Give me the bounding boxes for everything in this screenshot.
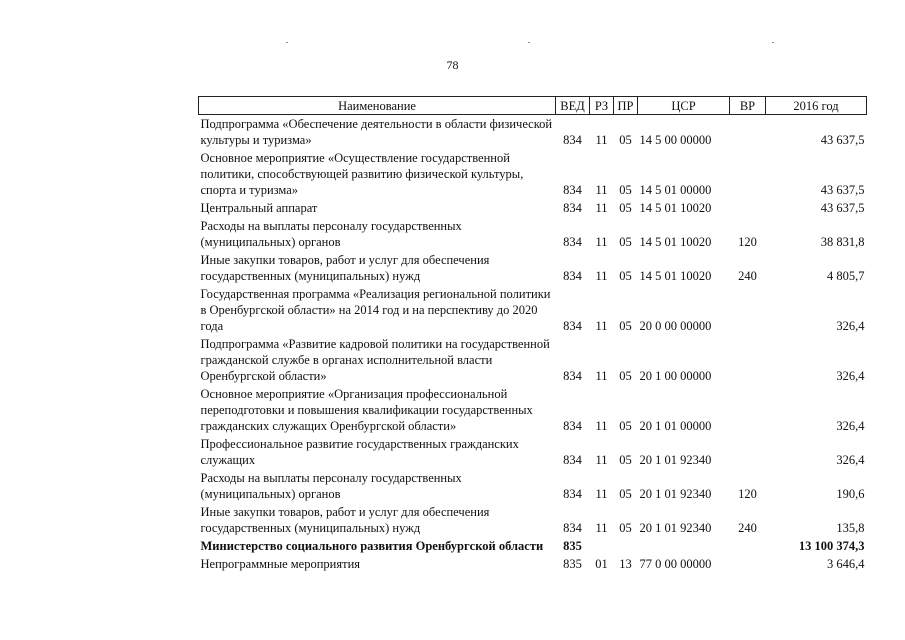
- header-vr: ВР: [730, 97, 766, 115]
- cell-name: Непрограммные мероприятия: [200, 557, 361, 571]
- cell-amount: 43 637,5: [820, 183, 865, 197]
- cell-rz: [590, 537, 614, 555]
- cell-csr: 14 5 01 10020: [639, 235, 712, 249]
- cell-vr: [730, 285, 766, 335]
- header-ved: ВЕД: [556, 97, 590, 115]
- cell-ved: 834: [563, 269, 582, 283]
- cell-pr: 05: [619, 453, 632, 467]
- table-row: [199, 217, 867, 251]
- cell-name: Профессиональное развитие государственных гражданских служащих: [200, 437, 519, 467]
- cell-csr: 20 1 01 92340: [639, 521, 712, 535]
- cell-name: Основное мероприятие «Осуществление государственной политики, способствующей развитию физической культуры, спорта и туризма»: [200, 151, 524, 197]
- cell-pr: [614, 537, 638, 555]
- cell-rz: 11: [595, 453, 608, 467]
- budget-table: [198, 96, 867, 573]
- cell-name: Расходы на выплаты персоналу государственных (муниципальных) органов: [200, 471, 462, 501]
- cell-csr: 14 5 01 10020: [639, 201, 712, 215]
- table-row: [199, 537, 867, 555]
- cell-pr: 05: [619, 419, 632, 433]
- cell-pr: 05: [619, 183, 632, 197]
- table-row: [199, 251, 867, 285]
- cell-ved: 834: [563, 369, 582, 383]
- table-body: [199, 115, 867, 574]
- header-csr: ЦСР: [638, 97, 730, 115]
- scan-speck: [286, 42, 288, 43]
- cell-rz: 11: [595, 369, 608, 383]
- cell-vr: [730, 435, 766, 469]
- table-row: [199, 385, 867, 435]
- cell-csr: 20 1 01 92340: [639, 453, 712, 467]
- cell-amount: 4 805,7: [827, 269, 865, 283]
- cell-pr: 05: [619, 201, 632, 215]
- cell-ved: 834: [563, 419, 582, 433]
- cell-csr: 20 0 00 00000: [639, 319, 712, 333]
- cell-amount: 326,4: [836, 369, 865, 383]
- cell-csr: 14 5 01 10020: [639, 269, 712, 283]
- table-row: [199, 285, 867, 335]
- cell-pr: 05: [619, 521, 632, 535]
- cell-rz: 11: [595, 319, 608, 333]
- cell-rz: 11: [595, 235, 608, 249]
- cell-amount: 135,8: [836, 521, 865, 535]
- table-row: [199, 335, 867, 385]
- table-row: [199, 149, 867, 199]
- cell-rz: 01: [595, 557, 608, 571]
- cell-name: Министерство социального развития Оренбургской области: [200, 539, 544, 553]
- cell-ved: 834: [563, 183, 582, 197]
- cell-amount: 38 831,8: [820, 235, 865, 249]
- cell-vr: [730, 385, 766, 435]
- cell-ved: 834: [563, 521, 582, 535]
- cell-pr: 05: [619, 133, 632, 147]
- cell-csr: 77 0 00 00000: [639, 557, 712, 571]
- cell-vr: 120: [738, 235, 757, 249]
- table-row: [199, 469, 867, 503]
- cell-name: Расходы на выплаты персоналу государственных (муниципальных) органов: [200, 219, 462, 249]
- cell-pr: 05: [619, 369, 632, 383]
- cell-csr: 14 5 00 00000: [639, 133, 712, 147]
- cell-ved: 834: [563, 453, 582, 467]
- table-row: [199, 199, 867, 217]
- cell-ved: 834: [563, 319, 582, 333]
- scan-speck: [772, 42, 774, 43]
- cell-csr: 20 1 01 92340: [639, 487, 712, 501]
- scan-speck: [528, 42, 530, 43]
- cell-amount: 326,4: [836, 453, 865, 467]
- cell-amount: 43 637,5: [820, 133, 865, 147]
- cell-name: Иные закупки товаров, работ и услуг для обеспечения государственных (муниципальных) нужд: [200, 253, 490, 283]
- cell-name: Подпрограмма «Развитие кадровой политики на государственной гражданской службе в органах исполнительной власти Оренбургской области»: [200, 337, 550, 383]
- cell-rz: 11: [595, 183, 608, 197]
- header-pr: ПР: [614, 97, 638, 115]
- table-row: [199, 435, 867, 469]
- cell-rz: 11: [595, 521, 608, 535]
- cell-pr: 05: [619, 487, 632, 501]
- cell-amount: 3 646,4: [827, 557, 865, 571]
- cell-pr: 13: [619, 557, 632, 571]
- cell-ved: 834: [563, 235, 582, 249]
- table-row: [199, 503, 867, 537]
- cell-amount: 326,4: [836, 419, 865, 433]
- cell-name: Подпрограмма «Обеспечение деятельности в области физической культуры и туризма»: [200, 117, 553, 147]
- cell-vr: [730, 199, 766, 217]
- cell-vr: 240: [738, 269, 757, 283]
- cell-ved: 835: [563, 557, 582, 571]
- cell-vr: [730, 335, 766, 385]
- cell-vr: [730, 537, 766, 555]
- cell-ved: 834: [563, 487, 582, 501]
- cell-rz: 11: [595, 133, 608, 147]
- page-number: 78: [446, 58, 459, 72]
- cell-rz: 11: [595, 269, 608, 283]
- cell-vr: [730, 115, 766, 150]
- cell-amount: 326,4: [836, 319, 865, 333]
- cell-ved: 835: [563, 539, 582, 553]
- cell-ved: 834: [563, 201, 582, 215]
- cell-rz: 11: [595, 201, 608, 215]
- cell-amount: 13 100 374,3: [798, 539, 865, 553]
- cell-ved: 834: [563, 133, 582, 147]
- cell-name: Основное мероприятие «Организация профессиональной переподготовки и повышения квалификации государственных гражданских служащих Оренбургской области»: [200, 387, 533, 433]
- header-rz: РЗ: [590, 97, 614, 115]
- cell-pr: 05: [619, 235, 632, 249]
- cell-vr: 240: [738, 521, 757, 535]
- cell-csr: [638, 537, 730, 555]
- header-year: 2016 год: [766, 97, 867, 115]
- table-header-row: [199, 97, 867, 115]
- cell-csr: 20 1 01 00000: [639, 419, 712, 433]
- cell-vr: [730, 149, 766, 199]
- cell-pr: 05: [619, 269, 632, 283]
- cell-vr: 120: [738, 487, 757, 501]
- cell-name: Центральный аппарат: [200, 201, 318, 215]
- cell-amount: 43 637,5: [820, 201, 865, 215]
- cell-name: Государственная программа «Реализация региональной политики в Оренбургской области» на 2014 год и на перспективу до 2020 года: [200, 287, 551, 333]
- cell-csr: 14 5 01 00000: [639, 183, 712, 197]
- header-name: Наименование: [199, 97, 556, 115]
- cell-rz: 11: [595, 487, 608, 501]
- cell-amount: 190,6: [836, 487, 865, 501]
- cell-rz: 11: [595, 419, 608, 433]
- cell-name: Иные закупки товаров, работ и услуг для обеспечения государственных (муниципальных) нужд: [200, 505, 490, 535]
- cell-vr: [730, 555, 766, 573]
- cell-pr: 05: [619, 319, 632, 333]
- cell-csr: 20 1 00 00000: [639, 369, 712, 383]
- table-row: [199, 115, 867, 150]
- table-row: [199, 555, 867, 573]
